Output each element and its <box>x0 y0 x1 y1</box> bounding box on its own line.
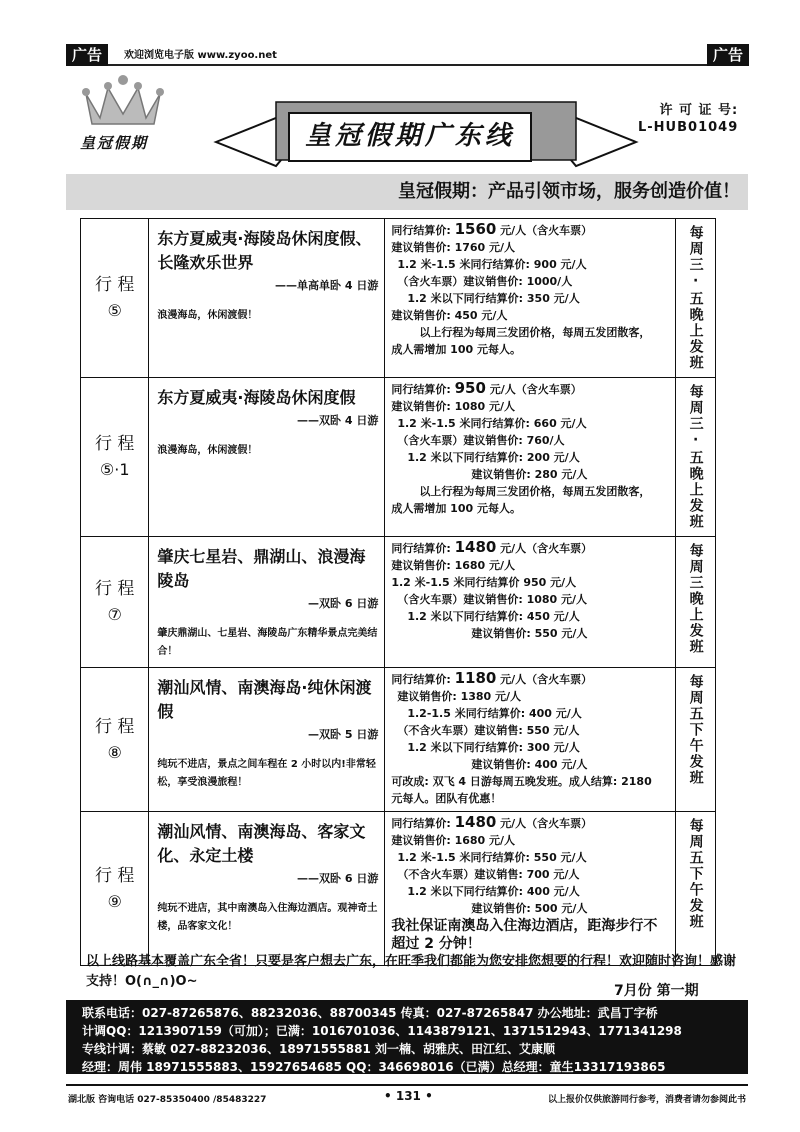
route-number: ⑨ <box>107 891 122 911</box>
slogan-text: 皇冠假期：产品引领市场，服务创造价值！ <box>398 181 740 202</box>
route-note: 浪漫海岛，休闲渡假！ <box>157 445 258 456</box>
price-line: 以上行程为每周三发团价格，每周五发团散客， <box>419 485 651 498</box>
contact-line: 计调QQ：1213907159（可加）；已满：1016701036、1143879121、1371512943、1771341298 <box>82 1024 682 1038</box>
route-schedule: 每周三·五晚上发班 <box>687 384 704 530</box>
price-line: （含火车票）建议销售价: 1000/人 <box>397 275 573 288</box>
price-line: 1.2 米-1.5 米同行结算价: 550 元/人 <box>397 851 587 864</box>
route-schedule-cell <box>676 537 716 668</box>
route-number: ⑤·1 <box>99 460 130 479</box>
price-line: 1.2 米-1.5 米同行结算价 950 元/人 <box>391 576 577 589</box>
route-note: 纯玩不进店，其中南澳岛入住海边酒店。观神奇土楼，品客家文化！ <box>157 903 378 932</box>
price-line: 1.2 米以下同行结算价: 200 元/人 <box>407 451 580 464</box>
route-note: 浪漫海岛，休闲渡假！ <box>157 310 258 321</box>
price-label: 同行结算价: <box>391 383 455 396</box>
price-line <box>391 221 669 239</box>
route-desc-cell <box>149 668 385 812</box>
price-line: 建议销售价: 1080 元/人 <box>391 400 516 413</box>
price-line: 元每人。团队有优惠！ <box>391 792 502 805</box>
route-subtitle: —双卧 5 日游 <box>308 728 379 741</box>
route-label: 行 程 <box>94 716 135 737</box>
price-line: 建议销售价: 1760 元/人 <box>391 241 516 254</box>
route-schedule: 每周五下午发班 <box>687 818 704 930</box>
price-line: 1.2-1.5 米同行结算价: 400 元/人 <box>407 707 582 720</box>
route-label-cell <box>81 537 149 668</box>
page-number: • 131 • <box>384 1089 433 1103</box>
route-subtitle: ——单高单卧 4 日游 <box>275 279 379 292</box>
route-desc-cell <box>149 219 385 378</box>
route-subtitle: ——双卧 4 日游 <box>297 414 379 427</box>
ad-tag-left: 广告 <box>66 44 108 66</box>
crown-logo-icon <box>78 74 168 130</box>
price-label: 同行结算价: <box>391 542 455 555</box>
header <box>66 66 748 174</box>
route-price-cell <box>385 537 676 668</box>
price-line: 建议销售价: 550 元/人 <box>471 627 588 640</box>
price-line <box>391 380 669 398</box>
license-info <box>638 102 738 136</box>
contact-line: 经理：周伟 18971555883、15927654685 QQ：346698016（已满）总经理：童生13317193865 <box>82 1060 666 1074</box>
price-line: 成人需增加 100 元每人。 <box>391 502 521 515</box>
price-label: 同行结算价: <box>391 224 455 237</box>
route-row <box>81 668 716 812</box>
price-line: 1.2 米以下同行结算价: 350 元/人 <box>407 292 580 305</box>
price-line: 建议销售价: 400 元/人 <box>471 758 588 771</box>
route-schedule-cell <box>676 378 716 537</box>
banner-title: 皇冠假期广东线 <box>288 112 532 162</box>
route-desc-cell <box>149 378 385 537</box>
route-label: 行 程 <box>94 434 135 454</box>
route-title: 东方夏威夷·海陵岛休闲度假、长隆欢乐世界 <box>157 229 372 272</box>
price-unit: 元/人（含火车票） <box>496 542 593 555</box>
closing-text: 以上线路基本覆盖广东全省！只要是客户想去广东，在旺季我们都能为您安排您想要的行程！欢迎随时咨询！感谢支持！O(∩_∩)O~ <box>86 954 737 989</box>
route-note: 纯玩不进店，景点之间车程在 2 小时以内!非常轻松，享受浪漫旅程！ <box>157 759 376 788</box>
route-title: 潮汕风情、南澳海岛、客家文化、永定土楼 <box>157 822 366 865</box>
contact-block <box>66 1000 748 1074</box>
price-line: 1.2 米-1.5 米同行结算价: 900 元/人 <box>397 258 587 271</box>
route-schedule: 每周五下午发班 <box>687 674 704 786</box>
route-title: 东方夏威夷·海陵岛休闲度假 <box>157 388 356 407</box>
price-value: 950 <box>454 379 486 397</box>
price-label: 同行结算价: <box>391 673 455 686</box>
route-price-cell <box>385 378 676 537</box>
price-line <box>391 670 669 688</box>
route-row <box>81 378 716 537</box>
price-line <box>391 814 669 832</box>
price-line: 1.2 米以下同行结算价: 400 元/人 <box>407 885 580 898</box>
brand-small: 皇冠假期 <box>80 134 149 152</box>
route-title: 肇庆七星岩、鼎湖山、浪漫海陵岛 <box>157 547 366 590</box>
route-number: ⑤ <box>107 301 122 320</box>
price-line: 以上行程为每周三发团价格，每周五发团散客， <box>419 326 651 339</box>
route-label-cell <box>81 812 149 966</box>
contact-line: 专线计调：蔡敏 027-88232036、18971555881 刘一楠、胡雅庆、田江红、艾康顺 <box>82 1042 556 1056</box>
route-label: 行 程 <box>94 275 135 295</box>
route-price-cell <box>385 812 676 966</box>
route-desc-cell <box>149 812 385 966</box>
route-label-cell <box>81 378 149 537</box>
route-note: 肇庆鼎湖山、七星岩、海陵岛广东精华景点完美结合！ <box>157 628 378 657</box>
price-line: 建议销售价: 1680 元/人 <box>391 834 516 847</box>
route-label-cell <box>81 668 149 812</box>
route-schedule: 每周三晚上发班 <box>687 543 704 655</box>
price-value: 1560 <box>454 220 497 238</box>
price-unit: 元/人（含火车票） <box>485 383 582 396</box>
route-row <box>81 812 716 966</box>
route-price-cell <box>385 219 676 378</box>
price-unit: 元/人（含火车票） <box>496 224 593 237</box>
price-line <box>391 539 669 557</box>
license-label: 许 可 证 号: <box>659 103 739 118</box>
price-line: 建议销售价: 500 元/人 <box>471 902 588 915</box>
price-line: （不含火车票）建议销售: 550 元/人 <box>397 724 580 737</box>
contact-line: 联系电话：027-87265876、88232036、88700345 传真：027-87265847 办公地址：武昌丁字桥 <box>82 1006 658 1020</box>
price-line: 1.2 米以下同行结算价: 300 元/人 <box>407 741 580 754</box>
slogan-bar <box>66 174 748 210</box>
route-schedule-cell <box>676 219 716 378</box>
price-value: 1480 <box>454 538 497 556</box>
ad-tag-right: 广告 <box>707 44 749 66</box>
route-label: 行 程 <box>94 865 135 886</box>
price-line: 1.2 米-1.5 米同行结算价: 660 元/人 <box>397 417 587 430</box>
issue-period: 7月份 第一期 <box>614 983 699 999</box>
route-subtitle: —双卧 6 日游 <box>308 597 379 610</box>
price-line: 建议销售价: 1680 元/人 <box>391 559 516 572</box>
license-number: L-HUB01049 <box>638 120 739 135</box>
price-line: 可改成: 双飞 4 日游每周五晚发班。成人结算: 2180 <box>391 775 652 788</box>
route-schedule: 每周三·五晚上发班 <box>687 225 704 371</box>
route-schedule-cell <box>676 812 716 966</box>
price-line: （含火车票）建议销售价: 760/人 <box>397 434 565 447</box>
price-unit: 元/人（含火车票） <box>496 673 593 686</box>
price-line: 成人需增加 100 元每人。 <box>391 343 521 356</box>
price-line: 建议销售价: 450 元/人 <box>391 309 508 322</box>
route-desc-cell <box>149 537 385 668</box>
route-label: 行 程 <box>94 579 135 599</box>
welcome-text: 欢迎浏览电子版 www.zyoo.net <box>124 50 277 61</box>
price-line: （不含火车票）建议销售: 700 元/人 <box>397 868 580 881</box>
price-value: 1180 <box>454 669 497 687</box>
price-line: 建议销售价: 1380 元/人 <box>397 690 522 703</box>
footer-left: 湖北版 咨询电话 027-85350400 /85483227 <box>68 1095 267 1105</box>
price-label: 同行结算价: <box>391 817 455 830</box>
routes-table <box>80 218 716 966</box>
route-number: ⑦ <box>107 605 122 624</box>
route-row <box>81 537 716 668</box>
route-row <box>81 219 716 378</box>
route-price-cell <box>385 668 676 812</box>
price-line: 建议销售价: 280 元/人 <box>471 468 588 481</box>
route-label-cell <box>81 219 149 378</box>
price-value: 1480 <box>454 813 497 831</box>
route-schedule-cell <box>676 668 716 812</box>
route-subtitle: ——双卧 6 日游 <box>297 872 379 885</box>
footer-right: 以上报价仅供旅游同行参考，消费者请勿参阅此书 <box>547 1095 746 1105</box>
price-line: （含火车票）建议销售价: 1080 元/人 <box>397 593 588 606</box>
route-number: ⑧ <box>107 742 122 762</box>
price-unit: 元/人（含火车票） <box>496 817 593 830</box>
footer <box>66 1084 748 1106</box>
route-title: 潮汕风情、南澳海岛·纯休闲渡假 <box>157 678 372 721</box>
price-line: 1.2 米以下同行结算价: 450 元/人 <box>407 610 580 623</box>
price-line: 我社保证南澳岛入住海边酒店，距海步行不超过 2 分钟！ <box>391 918 658 952</box>
